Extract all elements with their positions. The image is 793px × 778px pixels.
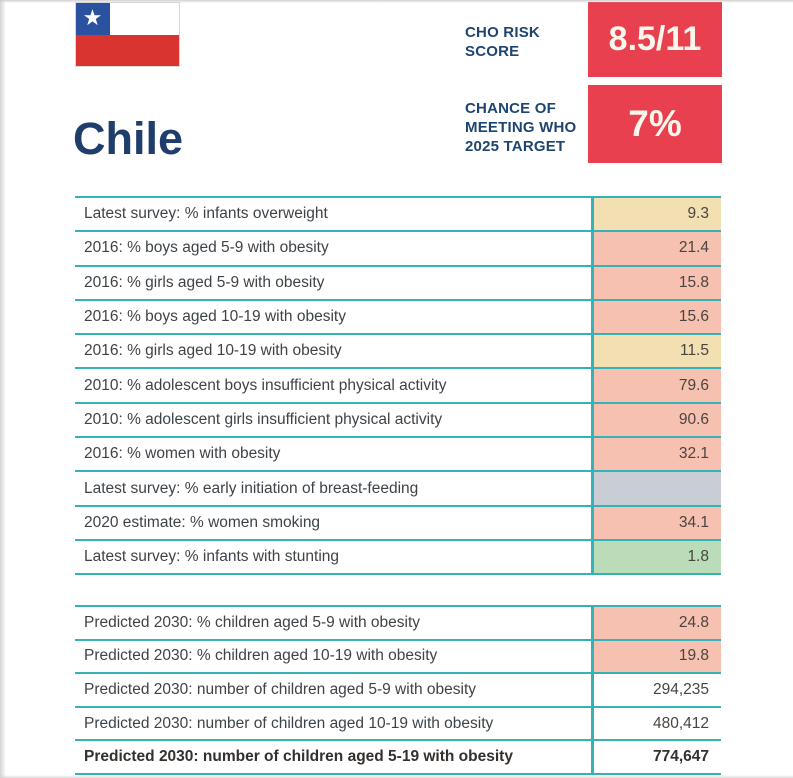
table-row [75,605,721,639]
row-value: 21.4 [591,232,721,264]
table-row [75,470,721,504]
table-row [75,402,721,436]
row-label: Latest survey: % early initiation of breast-feeding [84,479,419,497]
cho-risk-score-label: CHO RISK SCORE [465,24,540,60]
row-label: Predicted 2030: number of children aged 5-19 with obesity [84,748,513,766]
table-row [75,436,721,470]
chile-flag-icon [75,2,180,67]
cho-risk-score-value: 8.5/11 [588,2,722,77]
table-row [75,539,721,573]
row-value: 34.1 [591,507,721,539]
row-value: 79.6 [591,369,721,401]
row-label: Predicted 2030: number of children aged 5-9 with obesity [84,680,477,698]
svg-text:★: ★ [82,5,103,30]
row-label: 2016: % women with obesity [84,445,281,463]
page-edge-top [0,0,793,3]
row-value: 32.1 [591,438,721,470]
row-label: 2020 estimate: % women smoking [84,513,321,531]
row-value: 774,647 [591,741,721,773]
table-row [75,299,721,333]
table-row [75,230,721,264]
row-value: 294,235 [591,674,721,706]
row-value: 1.8 [591,541,721,573]
row-label: Predicted 2030: % children aged 10-19 with obesity [84,647,438,665]
row-value: 24.8 [591,607,721,639]
table-row [75,333,721,367]
table-row [75,367,721,401]
row-label: Predicted 2030: number of children aged 10-19 with obesity [84,714,494,732]
row-value: 11.5 [591,335,721,367]
row-value: 9.3 [591,198,721,230]
table-row [75,639,721,673]
row-label: 2010: % adolescent boys insufficient physical activity [84,376,447,394]
table-row [75,672,721,706]
row-value: 15.8 [591,267,721,299]
row-value [591,472,721,504]
row-label: Latest survey: % infants with stunting [84,548,340,566]
page-title: Chile [73,113,184,164]
row-label: 2016: % girls aged 10-19 with obesity [84,342,342,360]
table-row-total [75,739,721,773]
table-row [75,265,721,299]
table-row [75,706,721,740]
table-row [75,505,721,539]
who-target-chance-label: CHANCE OF MEETING WHO 2025 TARGET [465,100,577,155]
row-value: 19.8 [591,641,721,673]
row-label: Latest survey: % infants overweight [84,205,328,223]
who-target-chance-value: 7% [588,85,722,163]
row-label: 2016: % girls aged 5-9 with obesity [84,273,325,291]
page-edge-left [0,0,6,778]
row-value: 15.6 [591,301,721,333]
table-row [75,196,721,230]
row-label: Predicted 2030: % children aged 5-9 with obesity [84,613,421,631]
row-value: 480,412 [591,708,721,740]
row-value: 90.6 [591,404,721,436]
row-label: 2016: % boys aged 10-19 with obesity [84,308,346,326]
indicators-table [75,196,721,575]
row-label: 2010: % adolescent girls insufficient physical activity [84,410,443,428]
row-label: 2016: % boys aged 5-9 with obesity [84,239,329,257]
predictions-table [75,605,721,775]
